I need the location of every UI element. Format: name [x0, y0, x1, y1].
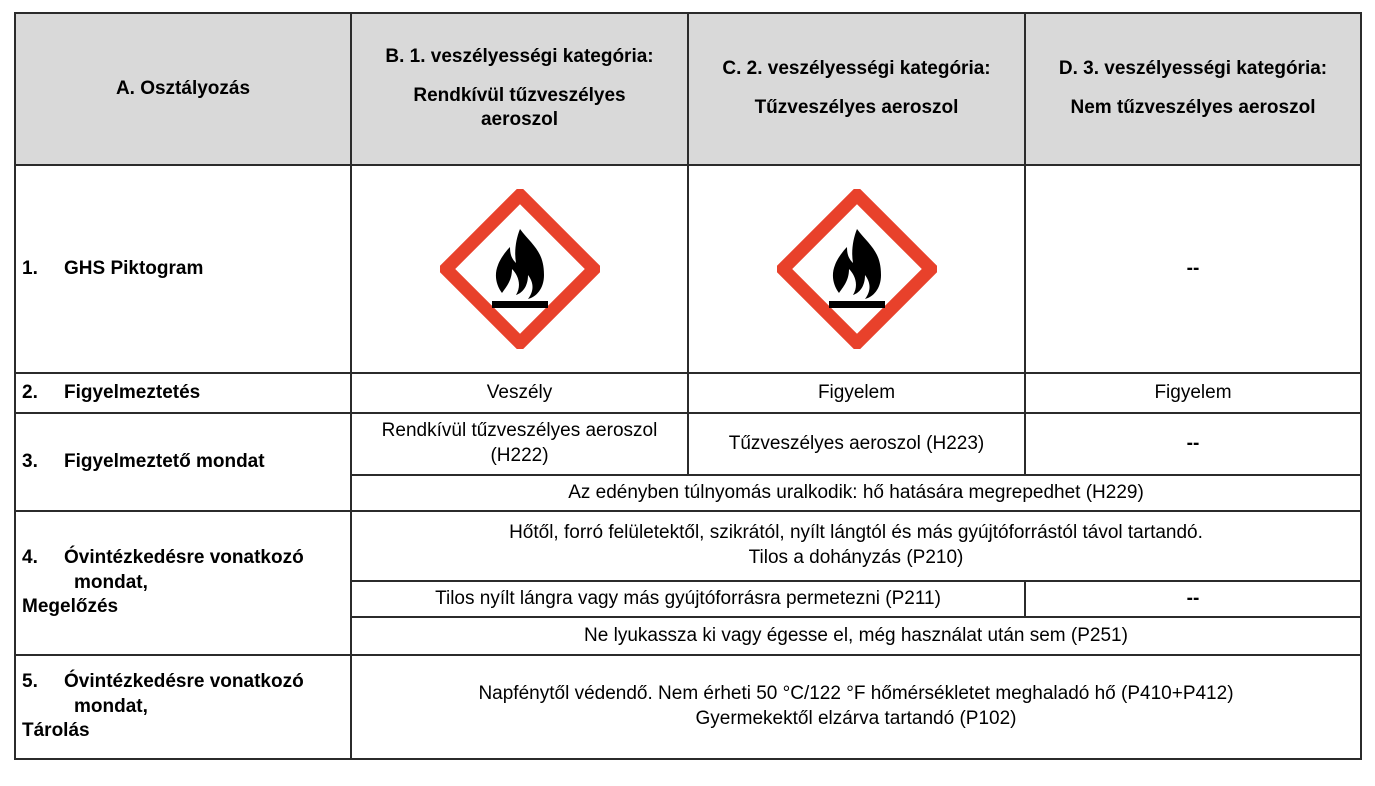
row1-col-c	[688, 165, 1025, 373]
row-precaution-prevention-p210	[15, 511, 1361, 581]
row2-col-d: Figyelem	[1025, 373, 1361, 413]
row4-p210-line2: Tilos a dohányzás (P210)	[748, 547, 964, 568]
row-ghs-pictogram	[15, 165, 1361, 373]
row2-label	[15, 373, 351, 413]
row3-label-text: Figyelmeztető mondat	[64, 450, 265, 472]
row3-col-b: Rendkívül tűzveszélyes aeroszol (H222)	[351, 413, 688, 475]
row5-line2: Gyermekektől elzárva tartandó (P102)	[695, 708, 1017, 729]
row1-col-d: --	[1025, 165, 1361, 373]
row2-col-c: Figyelem	[688, 373, 1025, 413]
row4-label	[15, 511, 351, 655]
row3-shared-h229: Az edényben túlnyomás uralkodik: hő hatására megrepedhet (H229)	[351, 475, 1361, 511]
row4-label-line1: Óvintézkedésre vonatkozó	[64, 546, 304, 568]
row1-number: 1.	[22, 257, 38, 279]
row-hazard-statement	[15, 413, 1361, 475]
row-precaution-storage	[15, 655, 1361, 759]
row5-line1: Napfénytől védendő. Nem érheti 50 °C/122 °F hőmérsékletet meghaladó hő (P410+P412)	[478, 683, 1234, 705]
header-col-c-category: C. 2. veszélyességi kategória:	[722, 58, 991, 80]
ghs-aerosol-classification-table	[14, 12, 1362, 760]
row2-col-b: Veszély	[351, 373, 688, 413]
row4-p251: Ne lyukassza ki vagy égesse el, még használat után sem (P251)	[351, 617, 1361, 655]
row3-col-c: Tűzveszélyes aeroszol (H223)	[688, 413, 1025, 475]
row4-p211: Tilos nyílt lángra vagy más gyújtóforrásra permetezni (P211)	[351, 581, 1025, 617]
row1-label	[15, 165, 351, 373]
header-col-d-category: D. 3. veszélyességi kategória:	[1058, 58, 1328, 80]
ghs02-flame-icon	[777, 189, 937, 349]
header-col-b	[351, 13, 688, 165]
row5-number: 5.	[22, 670, 38, 692]
row1-col-b	[351, 165, 688, 373]
row4-label-line3: Megelőzés	[22, 596, 119, 618]
header-col-d	[1025, 13, 1361, 165]
row5-label-line2: mondat,	[74, 695, 148, 717]
row-signal-word	[15, 373, 1361, 413]
row1-label-text: GHS Piktogram	[64, 257, 204, 279]
row4-p211-col-d: --	[1025, 581, 1361, 617]
header-row	[15, 13, 1361, 165]
row5-label-line1: Óvintézkedésre vonatkozó	[64, 670, 304, 692]
ghs02-flame-icon	[440, 189, 600, 349]
header-col-d-name: Nem tűzveszélyes aeroszol	[1070, 97, 1316, 118]
row3-col-d: --	[1025, 413, 1361, 475]
row2-label-text: Figyelmeztetés	[64, 381, 201, 403]
header-col-c	[688, 13, 1025, 165]
row2-number: 2.	[22, 381, 38, 403]
row4-number: 4.	[22, 546, 38, 568]
header-col-b-name: Rendkívül tűzveszélyes aeroszol	[413, 84, 626, 131]
row5-statements	[351, 655, 1361, 759]
header-col-a: A. Osztályozás	[15, 13, 351, 165]
header-col-b-category: B. 1. veszélyességi kategória:	[385, 45, 654, 67]
row4-p210-line1: Hőtől, forró felületektől, szikrától, nyílt lángtól és más gyújtóforrástól távol tartandó.	[509, 522, 1203, 544]
row3-number: 3.	[22, 450, 38, 472]
row5-label-line3: Tárolás	[22, 720, 90, 742]
row4-label-line2: mondat,	[74, 571, 148, 593]
row5-label	[15, 655, 351, 759]
row3-label	[15, 413, 351, 511]
header-col-c-name: Tűzveszélyes aeroszol	[754, 97, 959, 118]
row4-p210	[351, 511, 1361, 581]
